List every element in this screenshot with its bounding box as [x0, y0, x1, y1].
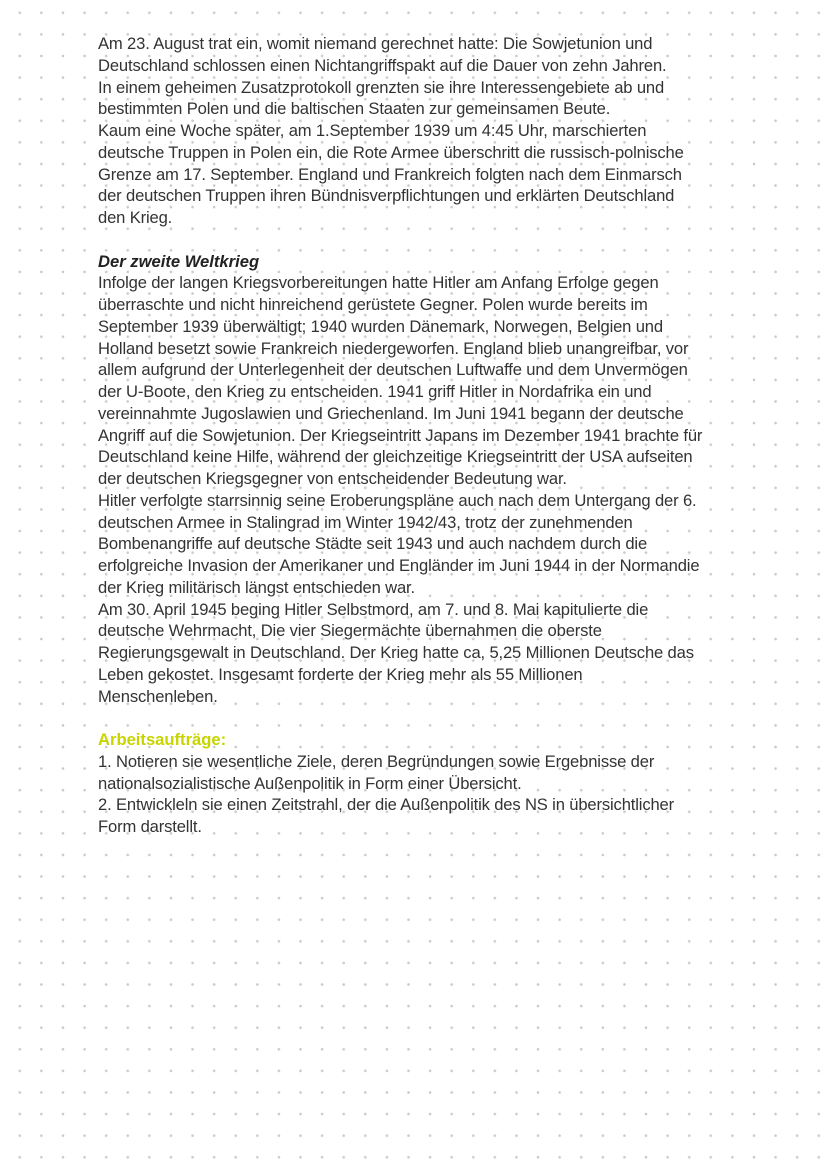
text-line: Kaum eine Woche später, am 1.September 1939 um 4:45 Uhr, marschierten [98, 121, 647, 140]
tasks-section [98, 729, 738, 838]
text-line: Deutschland schlossen einen Nichtangriffspakt auf die Dauer von zehn Jahren. [98, 55, 667, 75]
task-line: 1. Notieren sie wesentliche Ziele, deren Begründungen sowie Ergebnisse der [98, 751, 655, 771]
task-line: nationalsozialistische Außenpolitik in Form einer Übersicht. [98, 773, 522, 793]
text-line: der Krieg militärisch längst entschieden war. [98, 577, 415, 597]
document-page [98, 33, 738, 838]
paragraph-gap [98, 707, 738, 729]
text-line: Regierungsgewalt in Deutschland. Der Krieg hatte ca, 5,25 Millionen Deutsche das [98, 643, 694, 662]
tasks-heading: Arbeitsaufträge: [98, 730, 227, 749]
text-line: Angriff auf die Sowjetunion. Der Kriegseintritt Japans im Dezember 1941 brachte für [98, 425, 703, 445]
text-line: erfolgreiche Invasion der Amerikaner und Engländer im Juni 1944 in der Normandie [98, 556, 700, 575]
text-line: vereinnahmte Jugoslawien und Griechenland. Im Juni 1941 begann der deutsche [98, 403, 684, 423]
text-line: Infolge der langen Kriegsvorbereitungen hatte Hitler am Anfang Erfolge gegen [98, 273, 659, 293]
text-line: Hitler verfolgte starrsinnig seine Eroberungspläne auch nach dem Untergang der 6. [98, 490, 697, 510]
task-line: Form darstellt. [98, 817, 202, 836]
text-line: Holland besetzt sowie Frankreich niedergeworfen. England blieb unangreifbar, vor [98, 338, 689, 358]
text-line: deutsche Truppen in Polen ein, die Rote Armee überschritt die russisch-polnische [98, 142, 684, 162]
text-line: allem aufgrund der Unterlegenheit der deutschen Luftwaffe und dem Unvermögen [98, 360, 688, 380]
text-line: Deutschland keine Hilfe, während der gleichzeitige Kriegseintritt der USA aufseiten [98, 447, 693, 467]
text-line: der deutschen Kriegsgegner von entscheidender Bedeutung war. [98, 469, 567, 488]
text-line: Am 30. April 1945 beging Hitler Selbstmord, am 7. und 8. Mai kapitulierte die [98, 599, 649, 619]
text-line: In einem geheimen Zusatzprotokoll grenzten sie ihre Interessengebiete ab und [98, 77, 665, 97]
text-line: Grenze am 17. September. England und Frankreich folgten nach dem Einmarsch [98, 164, 682, 184]
text-line: bestimmten Polen und die baltischen Staaten zur gemeinsamen Beute. [98, 99, 611, 119]
intro-section [98, 33, 738, 229]
text-line: Leben gekostet. Insgesamt forderte der Krieg mehr als 55 Millionen [98, 664, 583, 684]
text-line: Am 23. August trat ein, womit niemand gerechnet hatte: Die Sowjetunion und [98, 34, 653, 53]
text-line: Bombenangriffe auf deutsche Städte seit 1943 und auch nachdem durch die [98, 534, 648, 554]
text-line: der deutschen Truppen ihren Bündnisverpflichtungen und erklärten Deutschland [98, 186, 675, 206]
text-line: der U-Boote, den Krieg zu entscheiden. 1941 griff Hitler in Nordafrika ein und [98, 382, 652, 401]
task-line: 2. Entwickleln sie einen Zeitstrahl, der die Außenpolitik des NS in übersichtlicher [98, 795, 674, 815]
text-line: deutschen Armee in Stalingrad im Winter 1942/43, trotz der zunehmenden [98, 512, 633, 532]
text-line: Menschenleben. [98, 686, 218, 706]
text-line: deutsche Wehrmacht, Die vier Siegermächte übernahmen die oberste [98, 621, 602, 641]
text-line: den Krieg. [98, 208, 173, 227]
text-line: September 1939 überwältigt; 1940 wurden Dänemark, Norwegen, Belgien und [98, 316, 663, 336]
section-heading: Der zweite Weltkrieg [98, 251, 260, 271]
world-war-section [98, 251, 738, 708]
text-line: überraschte und nicht hinreichend gerüstete Gegner. Polen wurde bereits im [98, 295, 648, 314]
paragraph-gap [98, 229, 738, 251]
